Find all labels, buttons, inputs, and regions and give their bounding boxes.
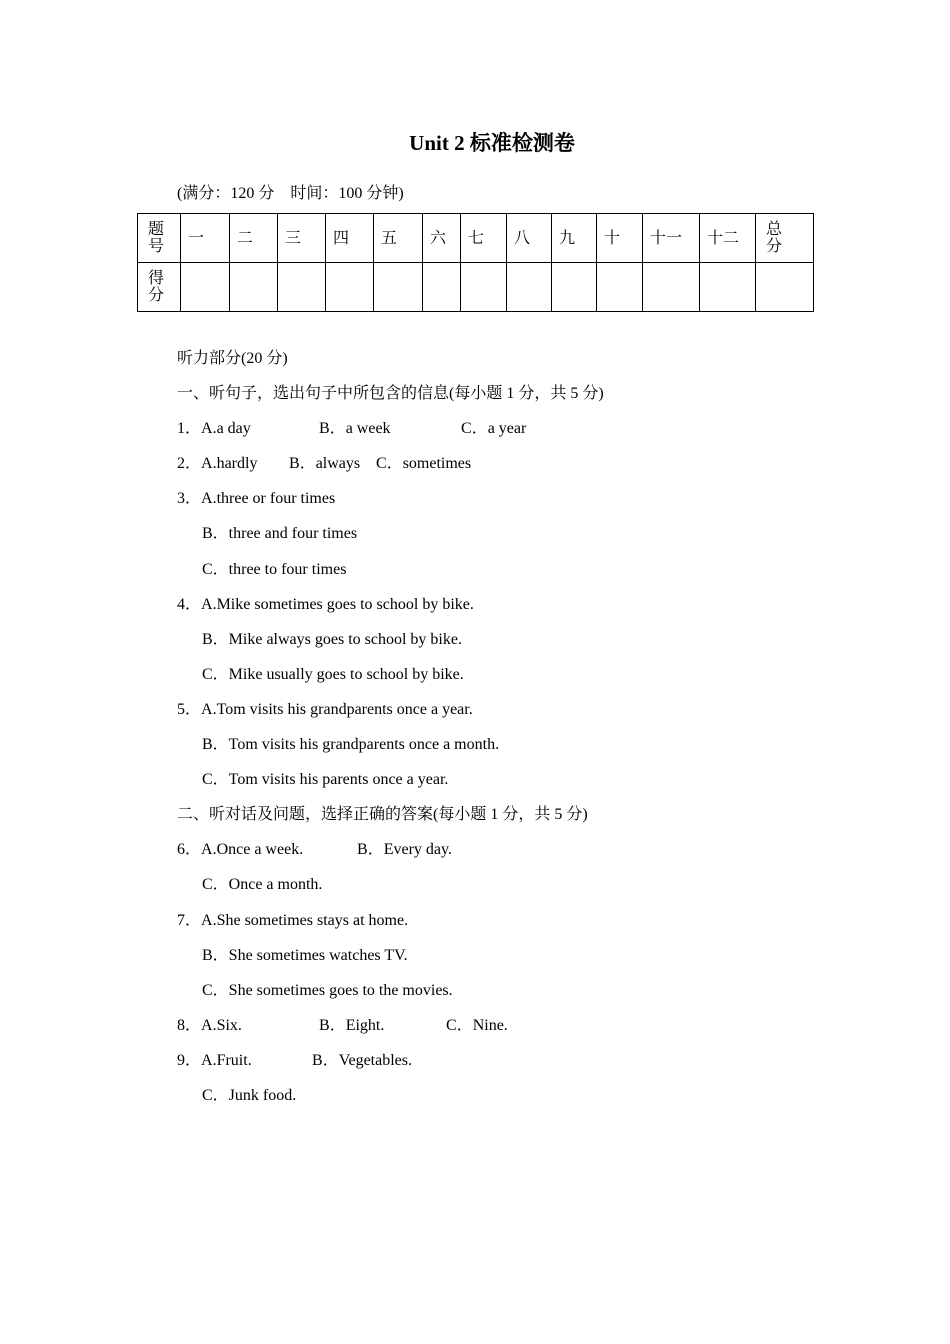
question-4-option-c: C．Mike usually goes to school by bike. [202,665,464,683]
option-a: A.She sometimes stays at home. [201,911,409,929]
total-label-char: 分 [766,238,783,255]
option-b: B．a week [319,420,391,438]
question-5-option-c: C．Tom visits his parents once a year. [202,771,449,789]
question-number: 8． [177,1016,202,1034]
exam-info: (满分：120 分 时间：100 分钟) [177,185,404,202]
header-label-char: 题 [148,221,165,238]
option-c: C．a year [461,420,527,438]
score-cell [643,263,700,312]
score-cell [326,263,374,312]
option-a: A.three or four times [201,490,336,508]
header-label-char: 号 [148,238,165,255]
score-cell [507,263,552,312]
question-1 [177,419,604,454]
option-c: C．sometimes [376,455,472,473]
score-table [137,213,814,312]
score-cell [597,263,643,312]
total-label-cell [756,214,814,263]
question-number: 6． [177,841,202,859]
question-4-option-b: B．Mike always goes to school by bike. [202,630,462,648]
question-2 [177,454,604,489]
section-2-title: 二、听对话及问题，选择正确的答案(每小题 1 分，共 5 分) [177,806,588,824]
question-4 [177,595,604,630]
question-7-option-c: C．She sometimes goes to the movies. [202,981,453,999]
score-cell [423,263,461,312]
column-header: 十二 [700,214,756,263]
option-a: A.a day [201,420,251,438]
question-3 [177,489,604,524]
question-3-option-c: C．three to four times [202,560,347,578]
score-table-header-row [138,214,814,263]
column-header: 五 [374,214,423,263]
option-b: B．Vegetables. [312,1051,412,1069]
question-number: 4． [177,595,202,613]
column-header: 六 [423,214,461,263]
question-7-option-b: B．She sometimes watches TV. [202,946,408,964]
option-a: A.hardly [201,455,258,473]
column-header: 一 [181,214,230,263]
header-label-cell [138,214,181,263]
option-b: B．always [289,455,361,473]
score-cell [700,263,756,312]
column-header: 二 [230,214,278,263]
option-b: B．Every day. [357,841,452,859]
score-cell [374,263,423,312]
option-a: A.Tom visits his grandparents once a year. [201,700,473,718]
question-7 [177,911,604,946]
listening-part [177,349,604,1121]
score-cell [552,263,597,312]
question-number: 7． [177,911,202,929]
score-table-score-row [138,263,814,312]
question-3-option-b: B．three and four times [202,525,358,543]
question-number: 1． [177,420,202,438]
option-b: B．Eight. [319,1016,385,1034]
score-cell [278,263,326,312]
score-cell [461,263,507,312]
question-8 [177,1016,604,1051]
score-cell [756,263,814,312]
score-cell [230,263,278,312]
question-number: 2． [177,455,202,473]
question-number: 3． [177,490,202,508]
score-cell [181,263,230,312]
question-5-option-b: B．Tom visits his grandparents once a month. [202,736,500,754]
total-label-char: 总 [766,221,783,238]
column-header: 八 [507,214,552,263]
question-number: 9． [177,1051,202,1069]
option-a: A.Six. [201,1016,242,1034]
column-header: 九 [552,214,597,263]
score-label-cell [138,263,181,312]
option-a: A.Once a week. [201,841,304,859]
column-header: 十 [597,214,643,263]
option-a: A.Mike sometimes goes to school by bike. [201,595,474,613]
part-heading: 听力部分(20 分) [177,350,288,367]
question-6-option-c: C．Once a month. [202,876,323,894]
question-5 [177,700,604,735]
section-1-title: 一、听句子，选出句子中所包含的信息(每小题 1 分，共 5 分) [177,385,604,403]
question-number: 5． [177,700,202,718]
score-label-char: 得 [148,270,165,287]
column-header: 三 [278,214,326,263]
question-9-option-c: C．Junk food. [202,1086,297,1104]
column-header: 四 [326,214,374,263]
question-9 [177,1051,604,1086]
column-header: 七 [461,214,507,263]
column-header: 十一 [643,214,700,263]
score-label-char: 分 [148,287,165,304]
option-c: C．Nine. [446,1016,508,1034]
question-6 [177,840,604,875]
page-title: Unit 2 标准检测卷 [409,131,575,155]
option-a: A.Fruit. [201,1051,252,1069]
